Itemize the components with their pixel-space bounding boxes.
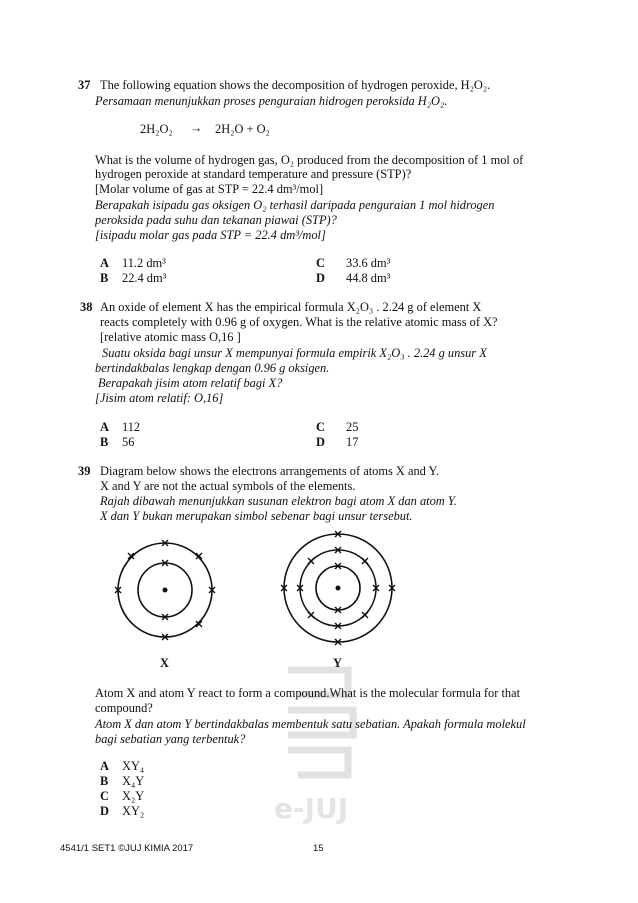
atom-x-label: X <box>160 656 169 670</box>
q39-option-b-letter[interactable]: B <box>100 774 109 788</box>
q37-option-c-letter[interactable]: C <box>316 256 325 270</box>
q37-option-a-letter[interactable]: A <box>100 256 109 270</box>
q37-option-c-text[interactable]: 33.6 dm³ <box>346 256 391 270</box>
q37-stem-ms: Persamaan menunjukkan proses penguraian hidrogen peroksida H₂O₂. <box>95 94 448 108</box>
q37-question-en-3: [Molar volume of gas at STP = 22.4 dm³/mol] <box>95 182 324 196</box>
q39-option-b-text[interactable]: X₄Y <box>122 774 145 788</box>
q39-number: 39 <box>78 464 91 478</box>
q38-ms3: Berapakah jisim atom relatif bagi X? <box>98 376 283 390</box>
q37-question-ms-3: [isipadu molar gas pada STP = 22.4 dm³/mol] <box>95 228 326 242</box>
q38-option-b-text[interactable]: 56 <box>122 435 135 449</box>
q37-option-d-text[interactable]: 44.8 dm³ <box>346 271 391 285</box>
q37-question-en-1: What is the volume of hydrogen gas, O₂ produced from the decomposition of 1 mol of <box>95 153 524 167</box>
q38-line1: An oxide of element X has the empirical formula X₂O₃ . 2.24 g of element X <box>100 300 482 314</box>
q39-question-ms-1: Atom X dan atom Y bertindakbalas membentuk satu sebatian. Apakah formula molekul <box>95 717 526 731</box>
q37-option-b-letter[interactable]: B <box>100 271 109 285</box>
q39-option-d-letter[interactable]: D <box>100 804 109 818</box>
q39-line1: Diagram below shows the electrons arrangements of atoms X and Y. <box>100 464 439 478</box>
q38-option-d-letter[interactable]: D <box>316 435 325 449</box>
q37-question-ms-2: peroksida pada suhu dan tekanan piawai (STP)? <box>95 213 337 227</box>
q38-ms2: bertindakbalas lengkap dengan 0.96 g oksigen. <box>95 361 330 375</box>
atom-y-label: Y <box>333 656 342 670</box>
q38-option-c-text[interactable]: 25 <box>346 420 359 434</box>
q37-option-d-letter[interactable]: D <box>316 271 325 285</box>
q39-question-en-2: compound? <box>95 701 153 715</box>
atom-y-diagram <box>276 528 400 652</box>
atom-x-diagram <box>110 535 220 645</box>
q37-equation-left: 2H₂O₂ <box>140 122 173 136</box>
q37-question-en-2: hydrogen peroxide at standard temperature and pressure (STP)? <box>95 167 412 181</box>
q39-option-c-text[interactable]: X₂Y <box>122 789 145 803</box>
q39-option-d-text[interactable]: XY₂ <box>122 804 145 818</box>
atom-y-nucleus <box>336 586 341 591</box>
q37-equation-right: 2H₂O + O₂ <box>215 122 270 136</box>
q39-ms2: X dan Y bukan merupakan simbol sebenar bagi unsur tersebut. <box>100 509 413 523</box>
q39-line2: X and Y are not the actual symbols of the elements. <box>100 479 356 493</box>
ejuj-watermark <box>268 650 378 830</box>
q38-option-d-text[interactable]: 17 <box>346 435 359 449</box>
q38-line2: reacts completely with 0.96 g of oxygen. What is the relative atomic mass of X? <box>100 315 498 329</box>
q38-option-c-letter[interactable]: C <box>316 420 325 434</box>
q38-option-a-letter[interactable]: A <box>100 420 109 434</box>
q37-option-a-text[interactable]: 11.2 dm³ <box>122 256 166 270</box>
atom-x-nucleus <box>163 588 168 593</box>
q39-ms1: Rajah dibawah menunjukkan susunan elektron bagi atom X dan atom Y. <box>100 494 457 508</box>
q39-option-c-letter[interactable]: C <box>100 789 109 803</box>
q38-number: 38 <box>80 300 93 314</box>
q37-option-b-text[interactable]: 22.4 dm³ <box>122 271 167 285</box>
q38-option-a-text[interactable]: 112 <box>122 420 141 434</box>
q39-option-a-text[interactable]: XY₄ <box>122 759 145 773</box>
footer-page-number: 15 <box>313 843 324 854</box>
q38-ms4: [Jisim atom relatif: O,16] <box>95 391 224 405</box>
q39-question-en-1: Atom X and atom Y react to form a compound.What is the molecular formula for that <box>95 686 521 700</box>
q38-line3: [relative atomic mass O,16 ] <box>100 330 241 344</box>
footer-code: 4541/1 SET1 ©JUJ KIMIA 2017 <box>60 843 194 854</box>
q37-number: 37 <box>78 78 91 92</box>
q39-question-ms-2: bagi sebatian yang terbentuk? <box>95 732 246 746</box>
q38-ms1: Suatu oksida bagi unsur X mempunyai formula empirik X₂O₃ . 2.24 g unsur X <box>102 346 487 360</box>
q38-option-b-letter[interactable]: B <box>100 435 109 449</box>
q39-option-a-letter[interactable]: A <box>100 759 109 773</box>
watermark-text: e-JUJ <box>274 792 349 825</box>
q37-equation-arrow: → <box>190 121 203 135</box>
q37-question-ms-1: Berapakah isipadu gas oksigen O₂ terhasil daripada penguraian 1 mol hidrogen <box>95 198 495 212</box>
q37-stem-en: The following equation shows the decomposition of hydrogen peroxide, H₂O₂. <box>100 78 491 92</box>
